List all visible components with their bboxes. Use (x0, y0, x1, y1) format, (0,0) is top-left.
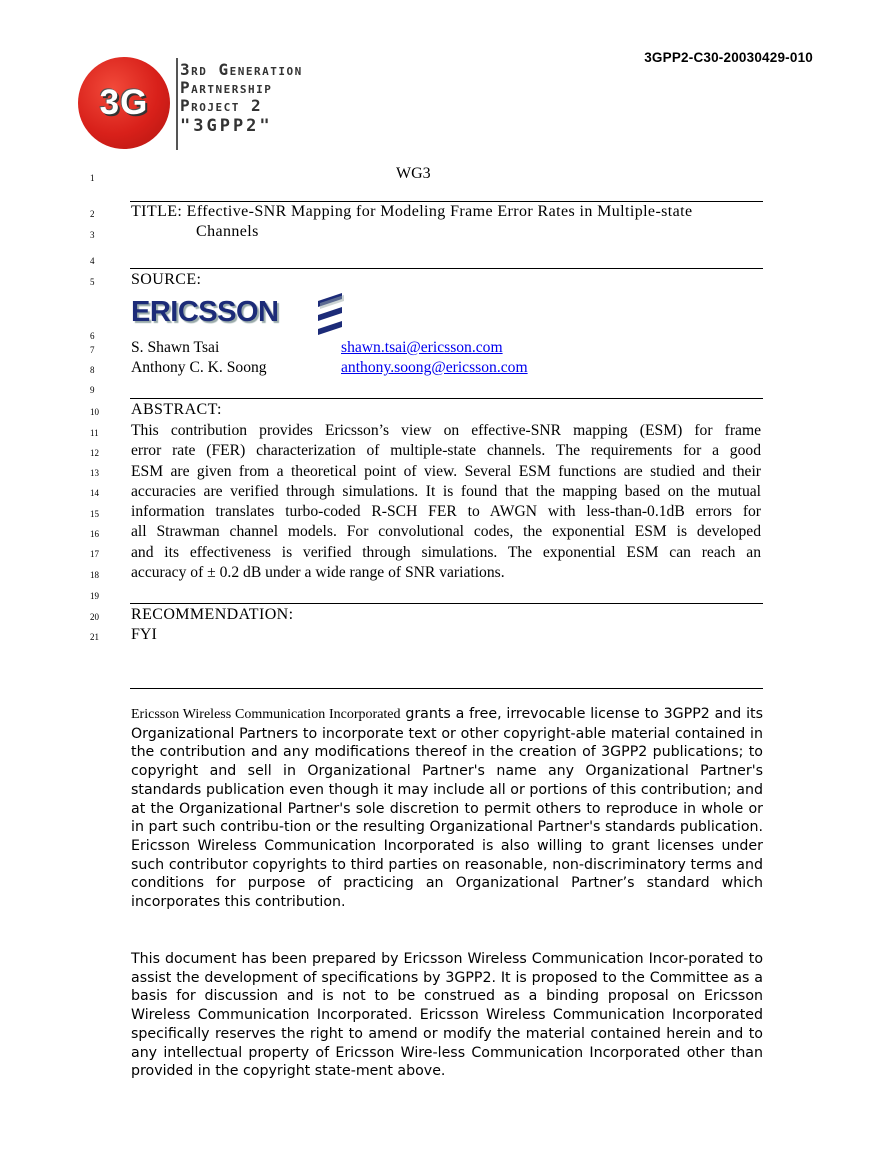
license-paragraph-2: This document has been prepared by Ericsson Wireless Communication Incor-porated to assist the development of specifications by 3GPP2. It is proposed to the Committee as a basis for discussion and is not to be construed as a binding proposal on Ericsson Wireless Communication Incorporated. Ericsson Wireless Communication Incorporated specifically reserves the right to amend or modify the material contained herein and to any intellectual property of Ericsson Wire-less Communication Incorporated other than provided in the copyright state-ment above. (131, 951, 763, 1080)
divider (130, 688, 763, 689)
working-group: WG3 (396, 165, 431, 182)
title-line-2: Channels (196, 223, 259, 240)
line-number: 9 (90, 385, 95, 395)
line-number: 16 (90, 529, 99, 539)
abstract-line: This contribution provides Ericsson’s view on effective-SNR mapping (ESM) for frame (131, 422, 761, 439)
line-number: 7 (90, 345, 95, 355)
line-number: 11 (90, 428, 99, 438)
line-number: 19 (90, 591, 99, 601)
line-number: 1 (90, 173, 95, 183)
line-number: 20 (90, 612, 99, 622)
license-company: Ericsson Wireless Communication Incorporated (131, 707, 401, 722)
document-number: 3GPP2-C30-20030429-010 (644, 50, 813, 65)
abstract-line: accuracy of ± 0.2 dB under a wide range of SNR variations. (131, 564, 505, 582)
logo-line-1: 3rd Generation (180, 60, 303, 79)
abstract-text (131, 421, 761, 583)
line-number: 21 (90, 632, 99, 642)
author-email-link[interactable]: shawn.tsai@ericsson.com (341, 339, 503, 356)
source-label: SOURCE: (131, 271, 202, 288)
logo-line-3: Project 2 (180, 96, 263, 115)
abstract-line: accuracies are verified through simulations. It is found that the mapping based on the mutual (131, 482, 761, 500)
line-number: 14 (90, 488, 99, 498)
abstract-line: information translates turbo-coded R-SCH FER to AWGN with less-than-0.1dB errors for (131, 503, 761, 521)
logo-line-4: "3GPP2" (180, 116, 273, 136)
ericsson-mark-icon (316, 291, 344, 337)
divider (130, 603, 763, 604)
logo-line-2: Partnership (180, 78, 273, 97)
logo-divider (176, 58, 178, 150)
author-email-link[interactable]: anthony.soong@ericsson.com (341, 359, 528, 376)
line-number: 5 (90, 277, 95, 287)
line-number: 13 (90, 468, 99, 478)
abstract-line: all Strawman channel models. For convolutional codes, the exponential ESM is developed (131, 523, 761, 541)
line-number: 18 (90, 570, 99, 580)
divider (130, 201, 763, 202)
abstract-line: and its effectiveness is verified through simulations. The exponential ESM can reach an (131, 543, 761, 561)
author-name: S. Shawn Tsai (131, 339, 220, 356)
line-number: 10 (90, 407, 99, 417)
divider (130, 268, 763, 269)
line-number: 3 (90, 230, 95, 240)
line-number: 15 (90, 509, 99, 519)
license-text: grants a free, irrevocable license to 3GPP2 and its Organizational Partners to incorporate text or other copyright-able material contained in the contribution and any modifications thereof in the creation of 3GPP2 publications; to copyright and sell in Organizational Partner's name any Organizational Partner's standards publication even though it may include all or portions of this contribution; and at the Organizational Partner's sole discretion to permit others to reproduce in whole or in part such contribu-tion or the resulting Organizational Partner's standards publication. Ericsson Wireless Communication Incorporated is also willing to grant licenses under such contributor copyrights to third parties on reasonable, non-discriminatory terms and conditions for purpose of practicing an Organizational Partner’s standard which incorporates this contribution. (131, 706, 763, 911)
line-number: 4 (90, 256, 95, 266)
abstract-label: ABSTRACT: (131, 401, 222, 418)
3gpp2-logo-mark: 3G (99, 83, 149, 122)
abstract-line: ESM are given from a theoretical point of view. Several ESM functions are studied and their (131, 462, 761, 480)
line-number: 17 (90, 549, 99, 559)
ericsson-logo (131, 291, 361, 337)
line-number: 6 (90, 331, 95, 341)
title-line-1: TITLE: Effective-SNR Mapping for Modeling Frame Error Rates in Multiple-state (131, 203, 693, 220)
ericsson-wordmark: ERICSSON (131, 296, 279, 328)
recommendation-label: RECOMMENDATION: (131, 606, 294, 623)
line-number: 12 (90, 448, 99, 458)
abstract-line: error rate (FER) characterization of multiple-state channels. The requirements for a good (131, 442, 761, 460)
recommendation-value: FYI (131, 626, 157, 643)
license-paragraph-1 (131, 705, 763, 912)
3gpp2-logo-text (180, 60, 303, 136)
line-number: 2 (90, 209, 95, 219)
divider (130, 398, 763, 399)
author-name: Anthony C. K. Soong (131, 359, 267, 376)
line-number: 8 (90, 365, 95, 375)
